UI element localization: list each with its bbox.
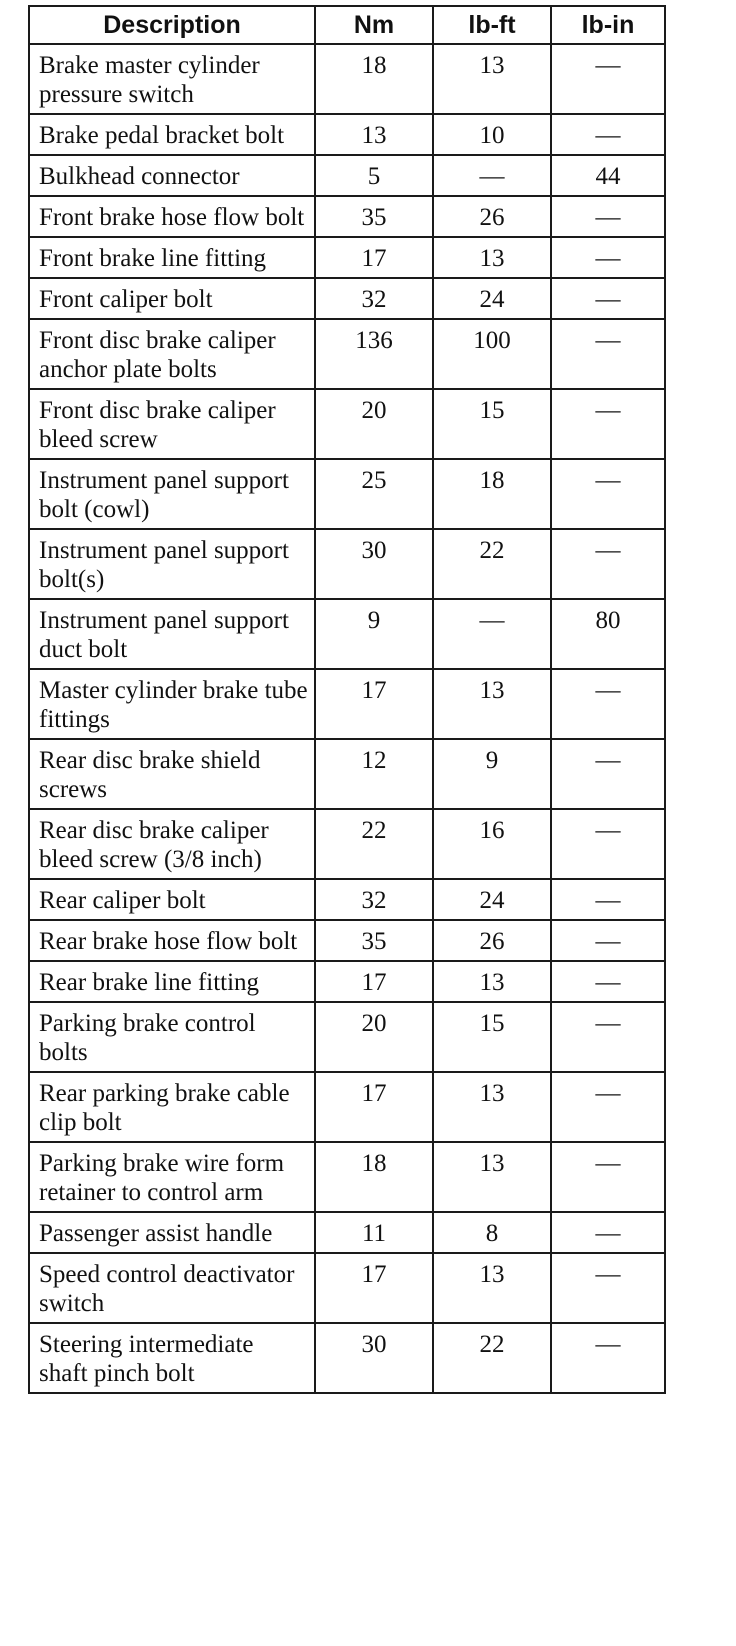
table-row [29,389,665,459]
header-nm: Nm [315,6,433,44]
cell-nm: 17 [315,961,433,1002]
cell-nm: 11 [315,1212,433,1253]
cell-description: Front disc brake caliper bleed screw [29,389,315,459]
header-row [29,6,665,44]
cell-description: Brake pedal bracket bolt [29,114,315,155]
cell-lbin: — [551,278,665,319]
cell-lbin: — [551,1072,665,1142]
header-description: Description [29,6,315,44]
cell-nm: 9 [315,599,433,669]
cell-lbft: 13 [433,1253,551,1323]
cell-nm: 35 [315,920,433,961]
cell-lbin: — [551,1142,665,1212]
table-row [29,319,665,389]
cell-lbin: — [551,389,665,459]
cell-lbft: 24 [433,879,551,920]
table-row [29,459,665,529]
table-row [29,114,665,155]
table-row [29,669,665,739]
table-row [29,155,665,196]
header-lbin: lb-in [551,6,665,44]
cell-description: Rear disc brake shield screws [29,739,315,809]
table-row [29,196,665,237]
cell-description: Rear disc brake caliper bleed screw (3/8 inch) [29,809,315,879]
table-header [29,6,665,44]
cell-lbft: 15 [433,1002,551,1072]
cell-lbft: — [433,155,551,196]
cell-lbft: — [433,599,551,669]
cell-lbft: 26 [433,920,551,961]
cell-lbft: 18 [433,459,551,529]
table-row [29,739,665,809]
table-row [29,809,665,879]
cell-lbft: 13 [433,669,551,739]
table-row [29,529,665,599]
cell-description: Instrument panel support duct bolt [29,599,315,669]
cell-nm: 32 [315,879,433,920]
cell-nm: 32 [315,278,433,319]
cell-lbin: — [551,961,665,1002]
cell-lbin: — [551,1212,665,1253]
table-row [29,1323,665,1393]
cell-lbft: 15 [433,389,551,459]
cell-lbin: — [551,920,665,961]
cell-description: Parking brake control bolts [29,1002,315,1072]
cell-description: Passenger assist handle [29,1212,315,1253]
cell-lbft: 13 [433,1142,551,1212]
cell-lbft: 13 [433,961,551,1002]
cell-description: Front brake hose flow bolt [29,196,315,237]
table-row [29,920,665,961]
cell-lbin: — [551,669,665,739]
cell-lbin: — [551,459,665,529]
cell-nm: 17 [315,237,433,278]
table-row [29,1253,665,1323]
cell-nm: 30 [315,1323,433,1393]
cell-lbin: — [551,529,665,599]
table-row [29,1072,665,1142]
cell-nm: 30 [315,529,433,599]
cell-description: Front brake line fitting [29,237,315,278]
cell-lbin: — [551,1002,665,1072]
cell-nm: 22 [315,809,433,879]
cell-description: Bulkhead connector [29,155,315,196]
cell-description: Rear brake hose flow bolt [29,920,315,961]
header-lbft: lb-ft [433,6,551,44]
cell-lbin: 80 [551,599,665,669]
cell-lbin: — [551,1253,665,1323]
table-row [29,237,665,278]
cell-description: Rear parking brake cable clip bolt [29,1072,315,1142]
cell-lbin: — [551,1323,665,1393]
cell-lbft: 16 [433,809,551,879]
table-body [29,44,665,1393]
cell-lbin: — [551,196,665,237]
cell-nm: 25 [315,459,433,529]
cell-nm: 17 [315,1072,433,1142]
cell-description: Front disc brake caliper anchor plate bolts [29,319,315,389]
cell-nm: 136 [315,319,433,389]
table-row [29,961,665,1002]
cell-description: Instrument panel support bolt (cowl) [29,459,315,529]
cell-lbin: — [551,809,665,879]
cell-lbft: 13 [433,44,551,114]
cell-nm: 13 [315,114,433,155]
cell-lbin: — [551,879,665,920]
cell-description: Master cylinder brake tube fittings [29,669,315,739]
cell-lbft: 22 [433,1323,551,1393]
cell-lbft: 100 [433,319,551,389]
cell-lbin: — [551,114,665,155]
cell-lbin: — [551,319,665,389]
table-row [29,879,665,920]
cell-lbft: 8 [433,1212,551,1253]
cell-nm: 17 [315,1253,433,1323]
table-row [29,278,665,319]
cell-nm: 20 [315,1002,433,1072]
cell-nm: 17 [315,669,433,739]
cell-description: Instrument panel support bolt(s) [29,529,315,599]
cell-lbft: 13 [433,1072,551,1142]
cell-description: Parking brake wire form retainer to control arm [29,1142,315,1212]
table-row [29,44,665,114]
cell-lbin: 44 [551,155,665,196]
cell-nm: 35 [315,196,433,237]
cell-nm: 12 [315,739,433,809]
cell-nm: 5 [315,155,433,196]
cell-lbft: 26 [433,196,551,237]
cell-nm: 20 [315,389,433,459]
table-row [29,1212,665,1253]
cell-lbft: 9 [433,739,551,809]
cell-nm: 18 [315,44,433,114]
table-row [29,1142,665,1212]
cell-lbft: 24 [433,278,551,319]
cell-description: Brake master cylinder pressure switch [29,44,315,114]
cell-nm: 18 [315,1142,433,1212]
cell-description: Rear caliper bolt [29,879,315,920]
cell-lbin: — [551,44,665,114]
cell-description: Front caliper bolt [29,278,315,319]
cell-lbin: — [551,739,665,809]
cell-lbft: 10 [433,114,551,155]
cell-lbft: 13 [433,237,551,278]
cell-lbin: — [551,237,665,278]
cell-description: Steering intermediate shaft pinch bolt [29,1323,315,1393]
table-row [29,1002,665,1072]
cell-description: Speed control deactivator switch [29,1253,315,1323]
torque-spec-table [28,5,666,1394]
cell-description: Rear brake line fitting [29,961,315,1002]
cell-lbft: 22 [433,529,551,599]
table-row [29,599,665,669]
